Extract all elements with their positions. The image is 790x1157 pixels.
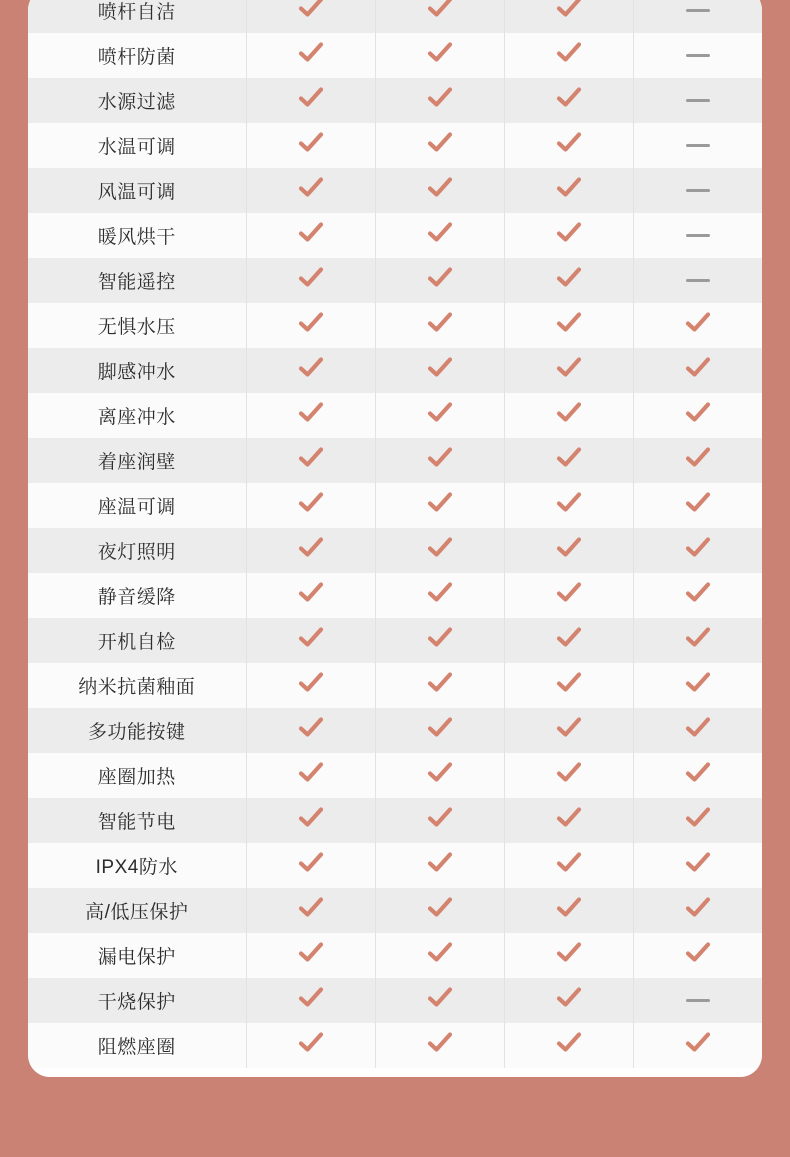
check-mark-icon — [556, 40, 582, 66]
feature-name-cell: 水源过滤 — [28, 78, 246, 123]
check-mark-icon — [556, 85, 582, 111]
feature-name-cell: 座温可调 — [28, 483, 246, 528]
check-mark-icon — [556, 130, 582, 156]
check-mark-icon — [427, 310, 453, 336]
table-row — [28, 123, 762, 168]
check-mark-icon — [298, 805, 324, 831]
check-mark-icon — [556, 220, 582, 246]
feature-supported-cell — [633, 753, 762, 798]
feature-supported-cell — [504, 0, 633, 33]
dash-mark-icon — [686, 234, 710, 237]
feature-name-cell: 座圈加热 — [28, 753, 246, 798]
table-row — [28, 528, 762, 573]
feature-supported-cell — [246, 258, 375, 303]
check-mark-icon — [427, 85, 453, 111]
check-mark-icon — [427, 1030, 453, 1056]
feature-supported-cell — [504, 123, 633, 168]
check-mark-icon — [298, 625, 324, 651]
table-row — [28, 258, 762, 303]
feature-supported-cell — [375, 123, 504, 168]
feature-supported-cell — [504, 258, 633, 303]
check-mark-icon — [556, 400, 582, 426]
feature-supported-cell — [375, 33, 504, 78]
feature-unsupported-cell — [633, 33, 762, 78]
check-mark-icon — [556, 355, 582, 381]
feature-supported-cell — [375, 1023, 504, 1068]
check-mark-icon — [685, 940, 711, 966]
feature-supported-cell — [633, 1023, 762, 1068]
check-mark-icon — [685, 625, 711, 651]
feature-name-cell: 静音缓降 — [28, 573, 246, 618]
feature-unsupported-cell — [633, 0, 762, 33]
check-mark-icon — [685, 805, 711, 831]
check-mark-icon — [427, 40, 453, 66]
feature-supported-cell — [504, 1023, 633, 1068]
dash-mark-icon — [686, 99, 710, 102]
check-mark-icon — [298, 1030, 324, 1056]
check-mark-icon — [427, 580, 453, 606]
check-mark-icon — [685, 670, 711, 696]
check-mark-icon — [685, 715, 711, 741]
check-mark-icon — [427, 895, 453, 921]
feature-supported-cell — [504, 213, 633, 258]
feature-supported-cell — [375, 663, 504, 708]
check-mark-icon — [298, 850, 324, 876]
check-mark-icon — [556, 985, 582, 1011]
feature-supported-cell — [246, 393, 375, 438]
table-row — [28, 573, 762, 618]
feature-name-cell: 智能节电 — [28, 798, 246, 843]
feature-supported-cell — [375, 888, 504, 933]
feature-supported-cell — [246, 438, 375, 483]
check-mark-icon — [685, 760, 711, 786]
check-mark-icon — [298, 40, 324, 66]
feature-supported-cell — [633, 393, 762, 438]
card-bottom-padding — [28, 1068, 762, 1077]
feature-name-cell: 阻燃座圈 — [28, 1023, 246, 1068]
table-row — [28, 33, 762, 78]
check-mark-icon — [427, 265, 453, 291]
check-mark-icon — [298, 310, 324, 336]
feature-supported-cell — [246, 888, 375, 933]
feature-supported-cell — [633, 843, 762, 888]
feature-supported-cell — [504, 483, 633, 528]
feature-supported-cell — [375, 978, 504, 1023]
feature-supported-cell — [633, 483, 762, 528]
feature-supported-cell — [504, 753, 633, 798]
feature-comparison-table — [28, 0, 762, 1068]
feature-supported-cell — [633, 618, 762, 663]
check-mark-icon — [556, 850, 582, 876]
check-mark-icon — [298, 670, 324, 696]
feature-supported-cell — [246, 978, 375, 1023]
check-mark-icon — [427, 625, 453, 651]
check-mark-icon — [556, 670, 582, 696]
feature-supported-cell — [375, 348, 504, 393]
feature-supported-cell — [633, 528, 762, 573]
dash-mark-icon — [686, 54, 710, 57]
feature-supported-cell — [504, 528, 633, 573]
check-mark-icon — [556, 310, 582, 336]
table-row — [28, 843, 762, 888]
feature-unsupported-cell — [633, 978, 762, 1023]
check-mark-icon — [556, 940, 582, 966]
check-mark-icon — [427, 850, 453, 876]
feature-supported-cell — [504, 888, 633, 933]
check-mark-icon — [298, 760, 324, 786]
feature-supported-cell — [375, 0, 504, 33]
feature-supported-cell — [246, 528, 375, 573]
feature-name-cell: 风温可调 — [28, 168, 246, 213]
feature-supported-cell — [504, 303, 633, 348]
feature-supported-cell — [504, 573, 633, 618]
feature-supported-cell — [504, 348, 633, 393]
feature-name-cell: 干烧保护 — [28, 978, 246, 1023]
feature-name-cell: 水温可调 — [28, 123, 246, 168]
check-mark-icon — [427, 400, 453, 426]
check-mark-icon — [556, 445, 582, 471]
check-mark-icon — [427, 490, 453, 516]
table-row — [28, 438, 762, 483]
feature-supported-cell — [633, 573, 762, 618]
table-row — [28, 978, 762, 1023]
table-row — [28, 663, 762, 708]
feature-supported-cell — [246, 933, 375, 978]
feature-supported-cell — [375, 258, 504, 303]
check-mark-icon — [556, 760, 582, 786]
check-mark-icon — [427, 805, 453, 831]
feature-name-cell: 纳米抗菌釉面 — [28, 663, 246, 708]
check-mark-icon — [427, 175, 453, 201]
feature-supported-cell — [633, 663, 762, 708]
feature-name-cell: 离座冲水 — [28, 393, 246, 438]
feature-supported-cell — [375, 843, 504, 888]
feature-supported-cell — [375, 78, 504, 123]
check-mark-icon — [298, 715, 324, 741]
check-mark-icon — [298, 400, 324, 426]
check-mark-icon — [556, 265, 582, 291]
check-mark-icon — [556, 580, 582, 606]
feature-name-cell: 喷杆自洁 — [28, 0, 246, 33]
check-mark-icon — [556, 715, 582, 741]
feature-supported-cell — [375, 303, 504, 348]
check-mark-icon — [556, 175, 582, 201]
check-mark-icon — [427, 445, 453, 471]
check-mark-icon — [685, 850, 711, 876]
feature-supported-cell — [633, 708, 762, 753]
check-mark-icon — [685, 1030, 711, 1056]
feature-supported-cell — [246, 483, 375, 528]
feature-supported-cell — [633, 438, 762, 483]
feature-supported-cell — [375, 933, 504, 978]
table-row — [28, 708, 762, 753]
check-mark-icon — [685, 355, 711, 381]
table-row — [28, 618, 762, 663]
check-mark-icon — [298, 445, 324, 471]
check-mark-icon — [556, 895, 582, 921]
feature-supported-cell — [375, 483, 504, 528]
check-mark-icon — [427, 985, 453, 1011]
feature-supported-cell — [633, 798, 762, 843]
check-mark-icon — [685, 400, 711, 426]
check-mark-icon — [427, 130, 453, 156]
table-row — [28, 0, 762, 33]
feature-supported-cell — [633, 348, 762, 393]
feature-supported-cell — [246, 213, 375, 258]
feature-unsupported-cell — [633, 78, 762, 123]
feature-supported-cell — [246, 168, 375, 213]
feature-name-cell: IPX4防水 — [28, 843, 246, 888]
feature-supported-cell — [375, 393, 504, 438]
feature-name-cell: 脚感冲水 — [28, 348, 246, 393]
comparison-card — [28, 0, 762, 1077]
table-row — [28, 168, 762, 213]
feature-supported-cell — [246, 78, 375, 123]
feature-name-cell: 高/低压保护 — [28, 888, 246, 933]
table-row — [28, 303, 762, 348]
feature-unsupported-cell — [633, 213, 762, 258]
check-mark-icon — [556, 1030, 582, 1056]
dash-mark-icon — [686, 144, 710, 147]
feature-supported-cell — [246, 123, 375, 168]
feature-supported-cell — [375, 618, 504, 663]
check-mark-icon — [685, 895, 711, 921]
check-mark-icon — [298, 175, 324, 201]
feature-supported-cell — [633, 933, 762, 978]
check-mark-icon — [427, 715, 453, 741]
feature-supported-cell — [375, 438, 504, 483]
feature-unsupported-cell — [633, 258, 762, 303]
feature-name-cell: 无惧水压 — [28, 303, 246, 348]
check-mark-icon — [685, 310, 711, 336]
feature-supported-cell — [375, 168, 504, 213]
check-mark-icon — [298, 580, 324, 606]
check-mark-icon — [298, 535, 324, 561]
table-row — [28, 213, 762, 258]
check-mark-icon — [427, 940, 453, 966]
check-mark-icon — [298, 355, 324, 381]
feature-name-cell: 暖风烘干 — [28, 213, 246, 258]
check-mark-icon — [427, 670, 453, 696]
feature-supported-cell — [504, 978, 633, 1023]
feature-name-cell: 开机自检 — [28, 618, 246, 663]
feature-supported-cell — [504, 168, 633, 213]
table-row — [28, 933, 762, 978]
check-mark-icon — [556, 805, 582, 831]
check-mark-icon — [685, 445, 711, 471]
table-row — [28, 798, 762, 843]
feature-supported-cell — [375, 753, 504, 798]
check-mark-icon — [427, 355, 453, 381]
table-row — [28, 1023, 762, 1068]
table-row — [28, 753, 762, 798]
feature-supported-cell — [246, 33, 375, 78]
feature-supported-cell — [504, 933, 633, 978]
feature-name-cell: 智能遥控 — [28, 258, 246, 303]
table-row — [28, 483, 762, 528]
feature-supported-cell — [504, 708, 633, 753]
feature-supported-cell — [504, 393, 633, 438]
dash-mark-icon — [686, 189, 710, 192]
table-body — [28, 0, 762, 1068]
table-row — [28, 888, 762, 933]
check-mark-icon — [298, 940, 324, 966]
check-mark-icon — [556, 625, 582, 651]
dash-mark-icon — [686, 999, 710, 1002]
feature-supported-cell — [246, 1023, 375, 1068]
table-row — [28, 78, 762, 123]
check-mark-icon — [298, 985, 324, 1011]
feature-unsupported-cell — [633, 123, 762, 168]
check-mark-icon — [298, 0, 324, 21]
check-mark-icon — [427, 220, 453, 246]
feature-supported-cell — [246, 663, 375, 708]
feature-supported-cell — [504, 438, 633, 483]
check-mark-icon — [298, 85, 324, 111]
feature-supported-cell — [375, 798, 504, 843]
check-mark-icon — [298, 265, 324, 291]
check-mark-icon — [685, 535, 711, 561]
feature-unsupported-cell — [633, 168, 762, 213]
check-mark-icon — [298, 490, 324, 516]
check-mark-icon — [427, 0, 453, 21]
feature-supported-cell — [246, 708, 375, 753]
feature-supported-cell — [246, 303, 375, 348]
feature-supported-cell — [375, 528, 504, 573]
feature-supported-cell — [504, 663, 633, 708]
check-mark-icon — [685, 490, 711, 516]
feature-supported-cell — [633, 303, 762, 348]
feature-supported-cell — [375, 213, 504, 258]
feature-supported-cell — [504, 33, 633, 78]
feature-supported-cell — [246, 753, 375, 798]
table-row — [28, 348, 762, 393]
feature-supported-cell — [504, 843, 633, 888]
feature-supported-cell — [246, 798, 375, 843]
check-mark-icon — [685, 580, 711, 606]
table-row — [28, 393, 762, 438]
feature-supported-cell — [246, 573, 375, 618]
check-mark-icon — [298, 220, 324, 246]
feature-supported-cell — [246, 618, 375, 663]
feature-supported-cell — [246, 843, 375, 888]
check-mark-icon — [298, 130, 324, 156]
dash-mark-icon — [686, 9, 710, 12]
check-mark-icon — [427, 535, 453, 561]
feature-supported-cell — [633, 888, 762, 933]
check-mark-icon — [556, 490, 582, 516]
feature-name-cell: 夜灯照明 — [28, 528, 246, 573]
feature-supported-cell — [375, 573, 504, 618]
feature-name-cell: 喷杆防菌 — [28, 33, 246, 78]
check-mark-icon — [427, 760, 453, 786]
feature-supported-cell — [504, 78, 633, 123]
check-mark-icon — [298, 895, 324, 921]
check-mark-icon — [556, 535, 582, 561]
dash-mark-icon — [686, 279, 710, 282]
feature-supported-cell — [246, 348, 375, 393]
feature-name-cell: 多功能按键 — [28, 708, 246, 753]
feature-supported-cell — [504, 798, 633, 843]
feature-supported-cell — [246, 0, 375, 33]
check-mark-icon — [556, 0, 582, 21]
feature-name-cell: 着座润壁 — [28, 438, 246, 483]
feature-name-cell: 漏电保护 — [28, 933, 246, 978]
feature-supported-cell — [375, 708, 504, 753]
feature-supported-cell — [504, 618, 633, 663]
